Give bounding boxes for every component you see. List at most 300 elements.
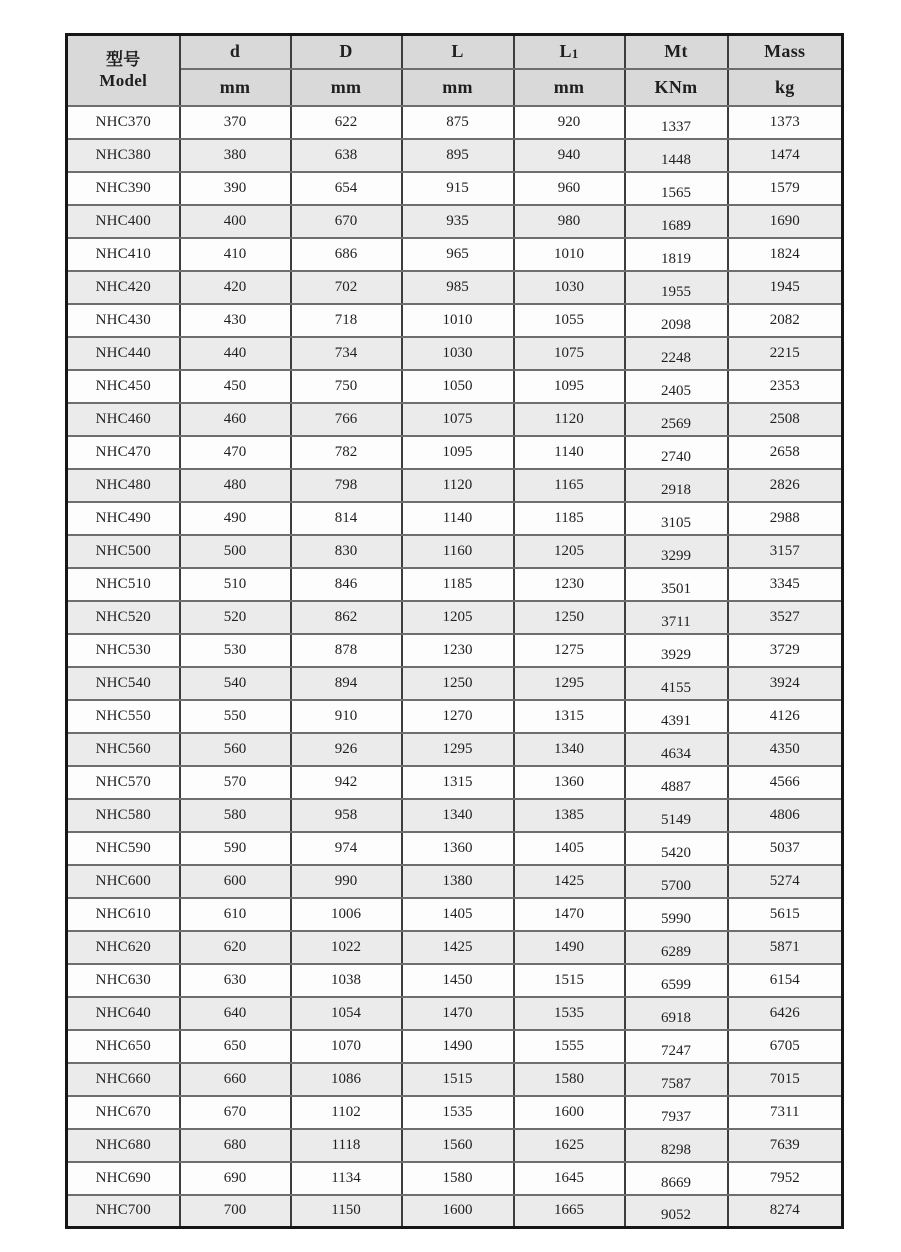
cell-L: 1425 xyxy=(402,931,514,964)
cell-Mt: 6289 xyxy=(625,931,728,964)
header-model-cn: 型号 xyxy=(105,50,141,69)
cell-D: 830 xyxy=(291,535,402,568)
table-row xyxy=(67,337,843,370)
cell-d: 400 xyxy=(180,205,291,238)
cell-L1: 1295 xyxy=(514,667,625,700)
cell-Mass: 5037 xyxy=(728,832,843,865)
cell-Mt: 1337 xyxy=(625,106,728,139)
cell-model: NHC480 xyxy=(67,469,180,502)
cell-Mt: 3105 xyxy=(625,502,728,535)
cell-L: 1580 xyxy=(402,1162,514,1195)
cell-L1: 1075 xyxy=(514,337,625,370)
header-unit-D: mm xyxy=(291,69,402,106)
cell-L1: 1010 xyxy=(514,238,625,271)
table-row xyxy=(67,766,843,799)
cell-model: NHC450 xyxy=(67,370,180,403)
table-row xyxy=(67,172,843,205)
cell-Mass: 7952 xyxy=(728,1162,843,1195)
cell-D: 1070 xyxy=(291,1030,402,1063)
cell-Mass: 3527 xyxy=(728,601,843,634)
cell-Mt: 5420 xyxy=(625,832,728,865)
cell-D: 1102 xyxy=(291,1096,402,1129)
table-row xyxy=(67,997,843,1030)
cell-L: 985 xyxy=(402,271,514,304)
cell-Mass: 3157 xyxy=(728,535,843,568)
cell-d: 510 xyxy=(180,568,291,601)
cell-Mt: 1689 xyxy=(625,205,728,238)
cell-Mt: 7937 xyxy=(625,1096,728,1129)
table-row xyxy=(67,370,843,403)
cell-L1: 1275 xyxy=(514,634,625,667)
table-row xyxy=(67,931,843,964)
cell-Mass: 5615 xyxy=(728,898,843,931)
cell-Mass: 4566 xyxy=(728,766,843,799)
cell-model: NHC560 xyxy=(67,733,180,766)
cell-L: 1340 xyxy=(402,799,514,832)
cell-d: 420 xyxy=(180,271,291,304)
table-row xyxy=(67,568,843,601)
cell-Mt: 5700 xyxy=(625,865,728,898)
cell-L1: 1205 xyxy=(514,535,625,568)
cell-L1: 920 xyxy=(514,106,625,139)
cell-L1: 1535 xyxy=(514,997,625,1030)
cell-model: NHC660 xyxy=(67,1063,180,1096)
cell-Mt: 5149 xyxy=(625,799,728,832)
cell-Mt: 3929 xyxy=(625,634,728,667)
cell-D: 1006 xyxy=(291,898,402,931)
table-row xyxy=(67,1162,843,1195)
cell-D: 798 xyxy=(291,469,402,502)
header-unit-Mt: KNm xyxy=(625,69,728,106)
cell-L1: 1515 xyxy=(514,964,625,997)
cell-D: 1134 xyxy=(291,1162,402,1195)
table-row xyxy=(67,1195,843,1228)
cell-L: 1490 xyxy=(402,1030,514,1063)
cell-D: 846 xyxy=(291,568,402,601)
cell-d: 590 xyxy=(180,832,291,865)
cell-D: 814 xyxy=(291,502,402,535)
header-model xyxy=(67,35,180,106)
header-col-Mass xyxy=(728,35,843,69)
cell-L1: 1095 xyxy=(514,370,625,403)
cell-model: NHC400 xyxy=(67,205,180,238)
cell-Mass: 6426 xyxy=(728,997,843,1030)
cell-D: 782 xyxy=(291,436,402,469)
cell-d: 500 xyxy=(180,535,291,568)
table-row xyxy=(67,304,843,337)
cell-L: 1470 xyxy=(402,997,514,1030)
cell-Mt: 2098 xyxy=(625,304,728,337)
header-col-L1 xyxy=(514,35,625,69)
header-unit-L1: mm xyxy=(514,69,625,106)
cell-Mt: 7247 xyxy=(625,1030,728,1063)
header-col-L-label: L xyxy=(451,41,464,62)
cell-model: NHC420 xyxy=(67,271,180,304)
cell-Mt: 2918 xyxy=(625,469,728,502)
cell-d: 620 xyxy=(180,931,291,964)
cell-Mt: 4155 xyxy=(625,667,728,700)
cell-Mass: 2988 xyxy=(728,502,843,535)
table-row xyxy=(67,535,843,568)
cell-Mt: 4391 xyxy=(625,700,728,733)
header-unit-d: mm xyxy=(180,69,291,106)
cell-d: 450 xyxy=(180,370,291,403)
cell-d: 480 xyxy=(180,469,291,502)
cell-Mass: 1579 xyxy=(728,172,843,205)
cell-L1: 1665 xyxy=(514,1195,625,1228)
cell-d: 670 xyxy=(180,1096,291,1129)
header-name-row xyxy=(67,35,843,69)
cell-Mt: 2740 xyxy=(625,436,728,469)
cell-model: NHC700 xyxy=(67,1195,180,1228)
cell-D: 686 xyxy=(291,238,402,271)
cell-Mt: 2405 xyxy=(625,370,728,403)
cell-D: 990 xyxy=(291,865,402,898)
cell-Mass: 8274 xyxy=(728,1195,843,1228)
cell-D: 1150 xyxy=(291,1195,402,1228)
cell-Mass: 4126 xyxy=(728,700,843,733)
cell-L1: 1580 xyxy=(514,1063,625,1096)
cell-model: NHC580 xyxy=(67,799,180,832)
cell-L: 1560 xyxy=(402,1129,514,1162)
cell-model: NHC510 xyxy=(67,568,180,601)
cell-Mt: 1565 xyxy=(625,172,728,205)
cell-D: 942 xyxy=(291,766,402,799)
cell-L: 1185 xyxy=(402,568,514,601)
cell-model: NHC610 xyxy=(67,898,180,931)
cell-L: 1315 xyxy=(402,766,514,799)
cell-L1: 1230 xyxy=(514,568,625,601)
cell-D: 1086 xyxy=(291,1063,402,1096)
cell-Mass: 6154 xyxy=(728,964,843,997)
header-col-d xyxy=(180,35,291,69)
header-unit-row xyxy=(67,69,843,106)
table-row xyxy=(67,403,843,436)
cell-D: 1038 xyxy=(291,964,402,997)
table-row xyxy=(67,1030,843,1063)
header-col-Mt-label: Mt xyxy=(664,41,688,62)
cell-D: 702 xyxy=(291,271,402,304)
cell-model: NHC530 xyxy=(67,634,180,667)
cell-Mt: 3711 xyxy=(625,601,728,634)
cell-d: 430 xyxy=(180,304,291,337)
table-row xyxy=(67,832,843,865)
cell-L1: 940 xyxy=(514,139,625,172)
cell-Mass: 2215 xyxy=(728,337,843,370)
cell-L1: 1165 xyxy=(514,469,625,502)
cell-Mass: 5871 xyxy=(728,931,843,964)
table-row xyxy=(67,238,843,271)
table-row xyxy=(67,1129,843,1162)
cell-Mass: 1690 xyxy=(728,205,843,238)
cell-L: 1010 xyxy=(402,304,514,337)
table-row xyxy=(67,1096,843,1129)
cell-Mt: 8298 xyxy=(625,1129,728,1162)
cell-Mt: 3501 xyxy=(625,568,728,601)
cell-d: 380 xyxy=(180,139,291,172)
cell-L: 1095 xyxy=(402,436,514,469)
cell-d: 390 xyxy=(180,172,291,205)
cell-L1: 1600 xyxy=(514,1096,625,1129)
cell-L: 1360 xyxy=(402,832,514,865)
cell-L: 1050 xyxy=(402,370,514,403)
cell-L1: 980 xyxy=(514,205,625,238)
cell-Mass: 6705 xyxy=(728,1030,843,1063)
cell-L1: 1250 xyxy=(514,601,625,634)
cell-L1: 1555 xyxy=(514,1030,625,1063)
cell-model: NHC430 xyxy=(67,304,180,337)
cell-d: 650 xyxy=(180,1030,291,1063)
cell-Mass: 5274 xyxy=(728,865,843,898)
table-row xyxy=(67,733,843,766)
cell-model: NHC550 xyxy=(67,700,180,733)
cell-model: NHC650 xyxy=(67,1030,180,1063)
table-row xyxy=(67,634,843,667)
table-body xyxy=(67,106,843,1228)
cell-D: 638 xyxy=(291,139,402,172)
cell-model: NHC380 xyxy=(67,139,180,172)
cell-L: 895 xyxy=(402,139,514,172)
cell-L1: 1055 xyxy=(514,304,625,337)
cell-D: 718 xyxy=(291,304,402,337)
cell-d: 680 xyxy=(180,1129,291,1162)
cell-Mt: 6599 xyxy=(625,964,728,997)
cell-d: 410 xyxy=(180,238,291,271)
cell-model: NHC370 xyxy=(67,106,180,139)
table-row xyxy=(67,799,843,832)
header-col-L xyxy=(402,35,514,69)
cell-d: 540 xyxy=(180,667,291,700)
table-row xyxy=(67,898,843,931)
cell-L1: 1120 xyxy=(514,403,625,436)
cell-model: NHC590 xyxy=(67,832,180,865)
cell-Mass: 1474 xyxy=(728,139,843,172)
cell-Mass: 7311 xyxy=(728,1096,843,1129)
cell-D: 1054 xyxy=(291,997,402,1030)
cell-D: 670 xyxy=(291,205,402,238)
cell-Mass: 1373 xyxy=(728,106,843,139)
cell-d: 660 xyxy=(180,1063,291,1096)
cell-L1: 1360 xyxy=(514,766,625,799)
cell-model: NHC570 xyxy=(67,766,180,799)
cell-Mass: 3924 xyxy=(728,667,843,700)
cell-d: 690 xyxy=(180,1162,291,1195)
cell-d: 530 xyxy=(180,634,291,667)
cell-Mt: 1819 xyxy=(625,238,728,271)
cell-L: 1230 xyxy=(402,634,514,667)
cell-model: NHC390 xyxy=(67,172,180,205)
cell-L: 1600 xyxy=(402,1195,514,1228)
header-col-Mass-label: Mass xyxy=(764,41,806,62)
cell-Mt: 3299 xyxy=(625,535,728,568)
cell-model: NHC490 xyxy=(67,502,180,535)
cell-D: 654 xyxy=(291,172,402,205)
cell-L: 935 xyxy=(402,205,514,238)
cell-Mt: 6918 xyxy=(625,997,728,1030)
cell-Mt: 8669 xyxy=(625,1162,728,1195)
cell-L: 1160 xyxy=(402,535,514,568)
cell-D: 1022 xyxy=(291,931,402,964)
cell-L: 1250 xyxy=(402,667,514,700)
cell-Mass: 4350 xyxy=(728,733,843,766)
cell-model: NHC470 xyxy=(67,436,180,469)
cell-L1: 1645 xyxy=(514,1162,625,1195)
cell-Mass: 1945 xyxy=(728,271,843,304)
cell-Mt: 9052 xyxy=(625,1195,728,1228)
cell-D: 974 xyxy=(291,832,402,865)
cell-Mt: 5990 xyxy=(625,898,728,931)
cell-Mass: 3729 xyxy=(728,634,843,667)
cell-d: 610 xyxy=(180,898,291,931)
cell-Mt: 1955 xyxy=(625,271,728,304)
cell-d: 370 xyxy=(180,106,291,139)
cell-L1: 1385 xyxy=(514,799,625,832)
header-col-D-label: D xyxy=(339,41,353,62)
cell-L1: 1315 xyxy=(514,700,625,733)
cell-d: 440 xyxy=(180,337,291,370)
cell-model: NHC540 xyxy=(67,667,180,700)
cell-D: 1118 xyxy=(291,1129,402,1162)
cell-d: 550 xyxy=(180,700,291,733)
header-col-d-label: d xyxy=(229,41,241,62)
header-col-Mt xyxy=(625,35,728,69)
table-row xyxy=(67,667,843,700)
cell-d: 520 xyxy=(180,601,291,634)
cell-Mass: 3345 xyxy=(728,568,843,601)
cell-L1: 1405 xyxy=(514,832,625,865)
cell-D: 878 xyxy=(291,634,402,667)
cell-model: NHC600 xyxy=(67,865,180,898)
cell-D: 750 xyxy=(291,370,402,403)
cell-L: 1270 xyxy=(402,700,514,733)
cell-model: NHC680 xyxy=(67,1129,180,1162)
cell-model: NHC520 xyxy=(67,601,180,634)
cell-L1: 1625 xyxy=(514,1129,625,1162)
table-row xyxy=(67,436,843,469)
cell-L: 1295 xyxy=(402,733,514,766)
cell-L: 915 xyxy=(402,172,514,205)
cell-d: 580 xyxy=(180,799,291,832)
table-row xyxy=(67,205,843,238)
cell-Mass: 2826 xyxy=(728,469,843,502)
cell-D: 622 xyxy=(291,106,402,139)
cell-Mass: 7639 xyxy=(728,1129,843,1162)
table-row xyxy=(67,964,843,997)
cell-D: 862 xyxy=(291,601,402,634)
cell-model: NHC500 xyxy=(67,535,180,568)
cell-L: 1515 xyxy=(402,1063,514,1096)
cell-model: NHC630 xyxy=(67,964,180,997)
cell-Mt: 2569 xyxy=(625,403,728,436)
cell-model: NHC670 xyxy=(67,1096,180,1129)
cell-L: 1450 xyxy=(402,964,514,997)
table-row xyxy=(67,106,843,139)
cell-d: 640 xyxy=(180,997,291,1030)
table-row xyxy=(67,1063,843,1096)
cell-D: 958 xyxy=(291,799,402,832)
cell-model: NHC640 xyxy=(67,997,180,1030)
cell-L: 875 xyxy=(402,106,514,139)
cell-L1: 1425 xyxy=(514,865,625,898)
cell-model: NHC620 xyxy=(67,931,180,964)
table-row xyxy=(67,865,843,898)
cell-D: 926 xyxy=(291,733,402,766)
header-model-en: Model xyxy=(99,71,148,91)
cell-L: 1075 xyxy=(402,403,514,436)
cell-L: 965 xyxy=(402,238,514,271)
cell-d: 700 xyxy=(180,1195,291,1228)
header-col-L1-sub: 1 xyxy=(571,47,579,62)
cell-d: 570 xyxy=(180,766,291,799)
cell-L1: 1185 xyxy=(514,502,625,535)
cell-d: 490 xyxy=(180,502,291,535)
cell-L: 1535 xyxy=(402,1096,514,1129)
cell-D: 894 xyxy=(291,667,402,700)
cell-L: 1205 xyxy=(402,601,514,634)
header-col-L1-label: L xyxy=(559,41,572,62)
cell-Mass: 2353 xyxy=(728,370,843,403)
cell-d: 560 xyxy=(180,733,291,766)
cell-d: 600 xyxy=(180,865,291,898)
cell-Mass: 4806 xyxy=(728,799,843,832)
table-row xyxy=(67,601,843,634)
cell-D: 766 xyxy=(291,403,402,436)
cell-Mass: 7015 xyxy=(728,1063,843,1096)
cell-Mass: 2082 xyxy=(728,304,843,337)
cell-L: 1140 xyxy=(402,502,514,535)
cell-D: 734 xyxy=(291,337,402,370)
table-row xyxy=(67,469,843,502)
cell-d: 470 xyxy=(180,436,291,469)
cell-L1: 1490 xyxy=(514,931,625,964)
table-row xyxy=(67,139,843,172)
cell-model: NHC460 xyxy=(67,403,180,436)
header-unit-Mass: kg xyxy=(728,69,843,106)
table-row xyxy=(67,700,843,733)
cell-L1: 1340 xyxy=(514,733,625,766)
cell-L: 1120 xyxy=(402,469,514,502)
cell-L1: 960 xyxy=(514,172,625,205)
cell-Mt: 4634 xyxy=(625,733,728,766)
cell-d: 630 xyxy=(180,964,291,997)
cell-Mass: 2658 xyxy=(728,436,843,469)
cell-Mass: 2508 xyxy=(728,403,843,436)
spec-table-container xyxy=(65,33,844,1229)
cell-L: 1380 xyxy=(402,865,514,898)
cell-D: 910 xyxy=(291,700,402,733)
cell-L: 1030 xyxy=(402,337,514,370)
cell-model: NHC440 xyxy=(67,337,180,370)
cell-Mt: 1448 xyxy=(625,139,728,172)
cell-L1: 1030 xyxy=(514,271,625,304)
cell-L1: 1140 xyxy=(514,436,625,469)
spec-table xyxy=(65,33,844,1229)
table-row xyxy=(67,502,843,535)
cell-L1: 1470 xyxy=(514,898,625,931)
cell-Mass: 1824 xyxy=(728,238,843,271)
cell-d: 460 xyxy=(180,403,291,436)
cell-Mt: 4887 xyxy=(625,766,728,799)
cell-Mt: 7587 xyxy=(625,1063,728,1096)
cell-model: NHC690 xyxy=(67,1162,180,1195)
cell-Mt: 2248 xyxy=(625,337,728,370)
header-unit-L: mm xyxy=(402,69,514,106)
cell-model: NHC410 xyxy=(67,238,180,271)
header-col-D xyxy=(291,35,402,69)
cell-L: 1405 xyxy=(402,898,514,931)
table-header xyxy=(67,35,843,106)
table-row xyxy=(67,271,843,304)
